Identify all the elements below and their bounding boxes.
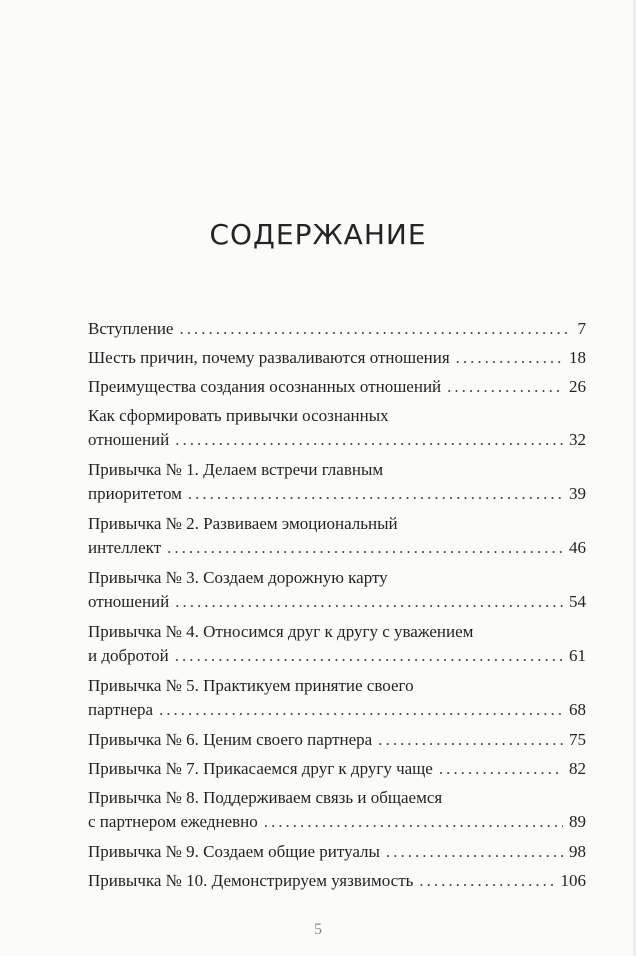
toc-page-number: 18 xyxy=(569,348,586,367)
toc-page-number: 68 xyxy=(569,700,586,719)
toc-entry-title: Как сформировать привычки осознанных xyxy=(88,406,389,425)
toc-entry xyxy=(88,566,586,614)
toc-entry xyxy=(88,728,586,752)
toc-entry-title: Привычка № 9. Создаем общие ритуалы xyxy=(88,842,380,861)
table-of-contents xyxy=(88,317,586,898)
toc-entry-title: Привычка № 1. Делаем встречи главным xyxy=(88,460,384,479)
toc-entry xyxy=(88,346,586,370)
toc-page-number: 75 xyxy=(569,730,586,749)
toc-entry-title: Привычка № 2. Развиваем эмоциональный xyxy=(88,514,398,533)
dot-leader xyxy=(175,428,563,452)
toc-entry xyxy=(88,375,586,399)
dot-leader xyxy=(264,810,563,834)
toc-page-number: 26 xyxy=(569,377,586,396)
toc-entry xyxy=(88,869,586,893)
dot-leader xyxy=(159,698,563,722)
toc-page-number: 82 xyxy=(569,759,586,778)
toc-entry-title: Шесть причин, почему разваливаются отношения xyxy=(88,348,450,367)
toc-entry-title: Привычка № 8. Поддерживаем связь и общаемся xyxy=(88,788,443,807)
toc-entry-title-continued: и добротой xyxy=(88,646,169,665)
toc-entry-title-continued: интеллект xyxy=(88,538,162,557)
toc-page-number: 54 xyxy=(569,592,586,611)
toc-entry-title: Вступление xyxy=(88,319,174,338)
toc-entry xyxy=(88,674,586,722)
toc-page-number: 106 xyxy=(560,871,586,890)
dot-leader xyxy=(419,869,554,893)
toc-entry-title-continued: отношений xyxy=(88,430,170,449)
toc-entry xyxy=(88,404,586,452)
page-title: СОДЕРЖАНИЕ xyxy=(209,218,427,251)
dot-leader xyxy=(175,590,563,614)
toc-entry-title: Преимущества создания осознанных отношений xyxy=(88,377,442,396)
dot-leader xyxy=(386,840,563,864)
toc-entry-title: Привычка № 3. Создаем дорожную карту xyxy=(88,568,388,587)
page-number: 5 xyxy=(314,921,322,938)
toc-page-number: 98 xyxy=(569,842,586,861)
dot-leader xyxy=(456,346,563,370)
dot-leader xyxy=(179,317,571,341)
toc-page-number: 89 xyxy=(569,812,586,831)
toc-page-number: 46 xyxy=(569,538,586,557)
toc-entry xyxy=(88,317,586,341)
dot-leader xyxy=(378,728,563,752)
dot-leader xyxy=(175,644,563,668)
toc-entry-title-continued: с партнером ежедневно xyxy=(88,812,258,831)
toc-page-number: 7 xyxy=(577,319,586,338)
toc-page-number: 61 xyxy=(569,646,586,665)
dot-leader xyxy=(439,757,563,781)
toc-entry-title: Привычка № 7. Прикасаемся друг к другу чаще xyxy=(88,759,433,778)
toc-page-number: 39 xyxy=(569,484,586,503)
toc-entry xyxy=(88,786,586,834)
toc-entry xyxy=(88,458,586,506)
toc-entry-title-continued: партнера xyxy=(88,700,154,719)
toc-entry-title-continued: приоритетом xyxy=(88,484,182,503)
dot-leader xyxy=(447,375,563,399)
toc-entry-title: Привычка № 10. Демонстрируем уязвимость xyxy=(88,871,414,890)
toc-entry-title: Привычка № 6. Ценим своего партнера xyxy=(88,730,373,749)
dot-leader xyxy=(188,482,563,506)
toc-entry xyxy=(88,840,586,864)
toc-entry-title: Привычка № 4. Относимся друг к другу с уважением xyxy=(88,622,474,641)
dot-leader xyxy=(167,536,563,560)
toc-entry xyxy=(88,512,586,560)
toc-page-number: 32 xyxy=(569,430,586,449)
toc-entry xyxy=(88,620,586,668)
toc-entry-title: Привычка № 5. Практикуем принятие своего xyxy=(88,676,414,695)
toc-entry xyxy=(88,757,586,781)
toc-entry-title-continued: отношений xyxy=(88,592,170,611)
